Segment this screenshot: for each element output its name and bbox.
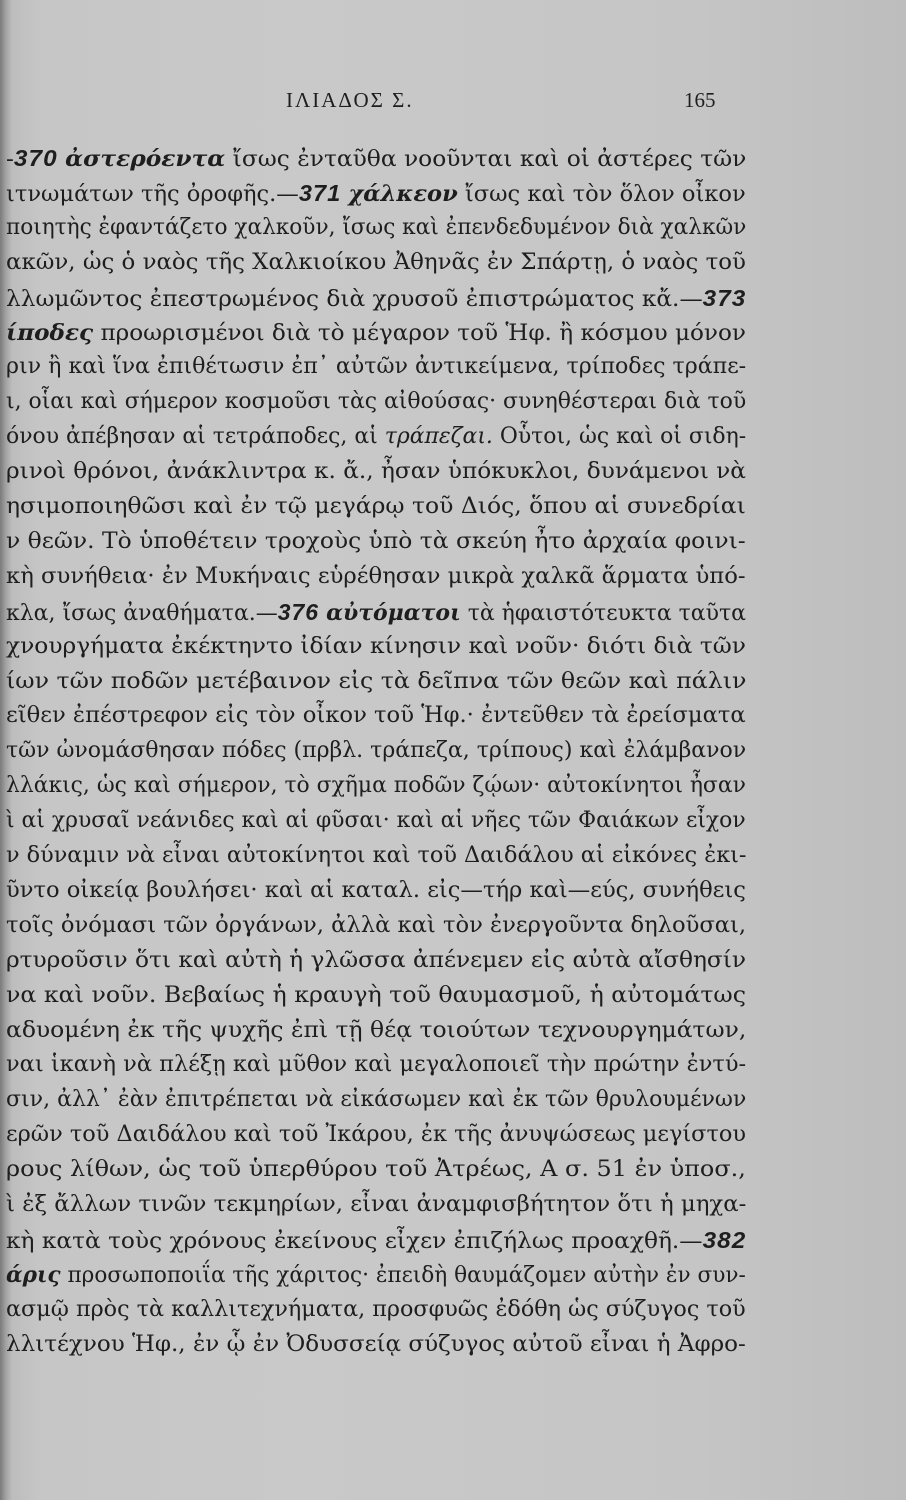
text-line: [6, 804, 746, 838]
text-line: [6, 874, 746, 908]
text-line: [6, 909, 746, 943]
text-line: [6, 455, 746, 489]
text-run: [319, 601, 326, 626]
text-line: [6, 490, 746, 524]
text-line: [6, 176, 746, 210]
text-line: [6, 1153, 746, 1187]
text-run: ερῶν τοῦ Δαιδάλου καὶ τοῦ Ἰκάρου, ἐκ τῆς ἀνυψώσεως μεγίστου: [6, 1122, 747, 1148]
text-run: ῦντο οἰκείᾳ βουλήσει· καὶ αἱ καταλ. εἰς—τήρ καὶ—εύς, συνήθεις: [6, 877, 746, 903]
text-run: Οὗτοι, ὡς καὶ οἱ σιδη-: [492, 424, 747, 450]
text-run: ν θεῶν. Τὸ ὑποθέτειν τροχοὺς ὑπὸ τὰ σκεύη ἦτο ἀρχαία φοινι-: [6, 528, 746, 554]
text-line: [6, 1223, 746, 1257]
text-run: κλα, ἴσως ἀναθήματα.—: [6, 600, 278, 626]
lemma-word: ἀστερόεντα: [65, 146, 226, 172]
text-line: [6, 525, 746, 559]
text-run: χνουργήματα ἐκέκτηντο ἰδίαν κίνησιν καὶ νοῦν· διότι διὰ τῶν: [6, 633, 746, 659]
text-run: -: [6, 147, 14, 172]
text-run: ναι ἱκανὴ νὰ πλέξῃ καὶ μῦθον καὶ μεγαλοποιεῖ τὴν πρώτην ἐντύ-: [6, 1052, 747, 1078]
text-line: [6, 281, 746, 315]
text-run: ασμῷ πρὸς τὰ καλλιτεχνήματα, προσφυῶς ἐδόθη ὡς σύζυγος τοῦ: [6, 1296, 746, 1322]
text-run: ιτνωμάτων τῆς ὀροφῆς.—: [6, 181, 299, 207]
text-run: ρινοὶ θρόνοι, ἀνάκλιντρα κ. ἄ., ἦσαν ὑπόκυκλοι, δυνάμενοι νὰ: [6, 459, 746, 485]
text-line: [6, 944, 746, 978]
text-run: τράπεζαι.: [384, 424, 493, 450]
text-line: [6, 699, 746, 733]
text-run: ησιμοποιηθῶσι καὶ ἐν τῷ μεγάρῳ τοῦ Διός, ὅπου αἱ συνεδρίαι: [6, 494, 746, 519]
text-line: [6, 246, 746, 280]
text-line: [6, 1293, 746, 1327]
text-run: [58, 147, 65, 172]
line-number: 382: [702, 1226, 747, 1253]
text-run: όνου ἀπέβησαν αἱ τετράποδες, αἱ: [6, 424, 385, 450]
line-number: 370: [13, 145, 58, 171]
text-line: [6, 839, 746, 873]
text-run: ριν ἢ καὶ ἵνα ἐπιθέτωσιν ἐπ᾽ αὐτῶν ἀντικείμενα, τρίποδες τράπε-: [6, 354, 747, 380]
text-line: [6, 350, 746, 384]
text-run: ι, οἷαι καὶ σήμερον κοσμοῦσι τὰς αἰθούσας· συνηθέστεραι διὰ τοῦ: [6, 389, 747, 415]
text-line: [6, 979, 746, 1013]
text-run: λλάκις, ὡς καὶ σήμερον, τὸ σχῆμα ποδῶν ζῴων· αὐτοκίνητοι ἦσαν: [6, 773, 746, 799]
text-run: ακῶν, ὡς ὁ ναὸς τῆς Χαλκιοίκου Ἀθηνᾶς ἐν Σπάρτῃ, ὁ ναὸς τοῦ: [6, 249, 746, 275]
text-line: [6, 141, 746, 175]
text-run: ίων τῶν ποδῶν μετέβαινον εἰς τὰ δεῖπνα τῶν θεῶν καὶ πάλιν: [6, 668, 747, 694]
text-run: προσωποποιΐα τῆς χάριτος· ἐπειδὴ θαυμάζομεν αὐτὴν ἐν συν-: [60, 1262, 746, 1288]
text-line: [6, 420, 746, 454]
text-run: τοῖς ὀνόμασι τῶν ὀργάνων, ἀλλὰ καὶ τὸν ἐνεργοῦντα δηλοῦσαι,: [6, 912, 747, 938]
text-line: [6, 1048, 746, 1082]
text-line: [6, 1118, 746, 1152]
line-number: 371: [298, 179, 342, 206]
text-line: [6, 316, 746, 350]
text-line: [6, 211, 746, 245]
text-run: λλωμῶντος ἐπεστρωμένος διὰ χρυσοῦ ἐπιστρώματος κἄ.—: [6, 286, 703, 312]
running-title: ΙΛΙΑΔΟΣ Σ.: [286, 88, 414, 112]
text-run: ρτυροῦσιν ὅτι καὶ αὐτὴ ἡ γλῶσσα ἀπένεμεν εἰς αὐτὰ αἴσθησίν: [6, 947, 747, 973]
text-run: ὶ αἱ χρυσαῖ νεάνιδες καὶ αἱ φῦσαι· καὶ αἱ νῆες τῶν Φαιάκων εἶχον: [6, 808, 746, 834]
text-run: κὴ συνήθεια· ἐν Μυκήναις εὑρέθησαν μικρὰ χαλκᾶ ἅρματα ὑπό-: [6, 563, 746, 589]
text-line: [6, 1328, 746, 1361]
text-line: [6, 665, 746, 699]
text-line: [6, 385, 746, 419]
line-number: 373: [702, 284, 747, 311]
lemma-word: ίποδες: [6, 319, 94, 346]
commentary-text: [0, 141, 760, 1361]
text-line: [6, 769, 746, 803]
text-run: εῖθεν ἐπέστρεφον εἰς τὸν οἶκον τοῦ Ἡφ.· ἐντεῦθεν τὰ ἐρείσματα: [6, 703, 746, 729]
text-run: αδυομένη ἐκ τῆς ψυχῆς ἐπὶ τῇ θέᾳ τοιούτων τεχνουργημάτων,: [6, 1017, 747, 1043]
text-run: ἴσως καὶ τὸν ὅλον οἶκον: [457, 181, 746, 207]
text-line: [6, 1014, 746, 1048]
text-run: σιν, ἀλλ᾽ ἐὰν ἐπιτρέπεται νὰ εἰκάσωμεν καὶ ἐκ τῶν θρυλουμένων: [6, 1087, 747, 1113]
text-run: τῶν ὠνομάσθησαν πόδες (πρβλ. τράπεζα, τρίπους) καὶ ἐλάμβανον: [6, 738, 747, 764]
text-line: [6, 630, 746, 664]
text-run: προωρισμένοι διὰ τὸ μέγαρον τοῦ Ἡφ. ἢ κόσμου μόνον: [93, 320, 746, 346]
page-number: 165: [684, 88, 716, 112]
text-run: ποιητὴς ἐφαντάζετο χαλκοῦν, ἴσως καὶ ἐπενδεδυμένον διὰ χαλκῶν: [6, 214, 747, 240]
text-run: ἴσως ἐνταῦθα νοοῦνται καὶ οἱ ἀστέρες τῶν: [225, 147, 747, 172]
text-line: [6, 560, 746, 594]
lemma-word: άρις: [6, 1261, 61, 1288]
line-number: 376: [277, 598, 320, 625]
text-run: ν δύναμιν νὰ εἶναι αὐτοκίνητοι καὶ τοῦ Δαιδάλου αἱ εἰκόνες ἐκι-: [6, 843, 747, 868]
text-run: ὶ ἐξ ἄλλων τινῶν τεκμηρίων, εἶναι ἀναμφισβήτητον ὅτι ἡ μηχα-: [6, 1192, 747, 1217]
text-run: να καὶ νοῦν. Βεβαίως ἡ κραυγὴ τοῦ θαυμασμοῦ, ἡ αὐτομάτως: [6, 982, 746, 1008]
text-line: [6, 595, 746, 629]
text-run: λλιτέχνου Ἡφ., ἐν ᾧ ἐν Ὀδυσσείᾳ σύζυγος αὐτοῦ εἶναι ἡ Ἀφρο-: [6, 1331, 746, 1357]
running-head: [0, 88, 906, 118]
text-run: τὰ ἡφαιστότευκτα ταῦτα: [460, 600, 746, 626]
lemma-word: αὐτόματοι: [326, 599, 461, 626]
text-line: [6, 1258, 746, 1292]
text-line: [6, 734, 746, 768]
text-run: ρους λίθων, ὡς τοῦ ὑπερθύρου τοῦ Ἀτρέως, Α σ. 51 ἐν ὑποσ.,: [6, 1157, 746, 1183]
lemma-word: χάλκεον: [348, 180, 458, 207]
text-run: κὴ κατὰ τοὺς χρόνους ἐκείνους εἶχεν ἐπιζήλως προαχθῆ.—: [6, 1228, 703, 1254]
text-line: [6, 1083, 746, 1117]
text-line: [6, 1188, 746, 1222]
